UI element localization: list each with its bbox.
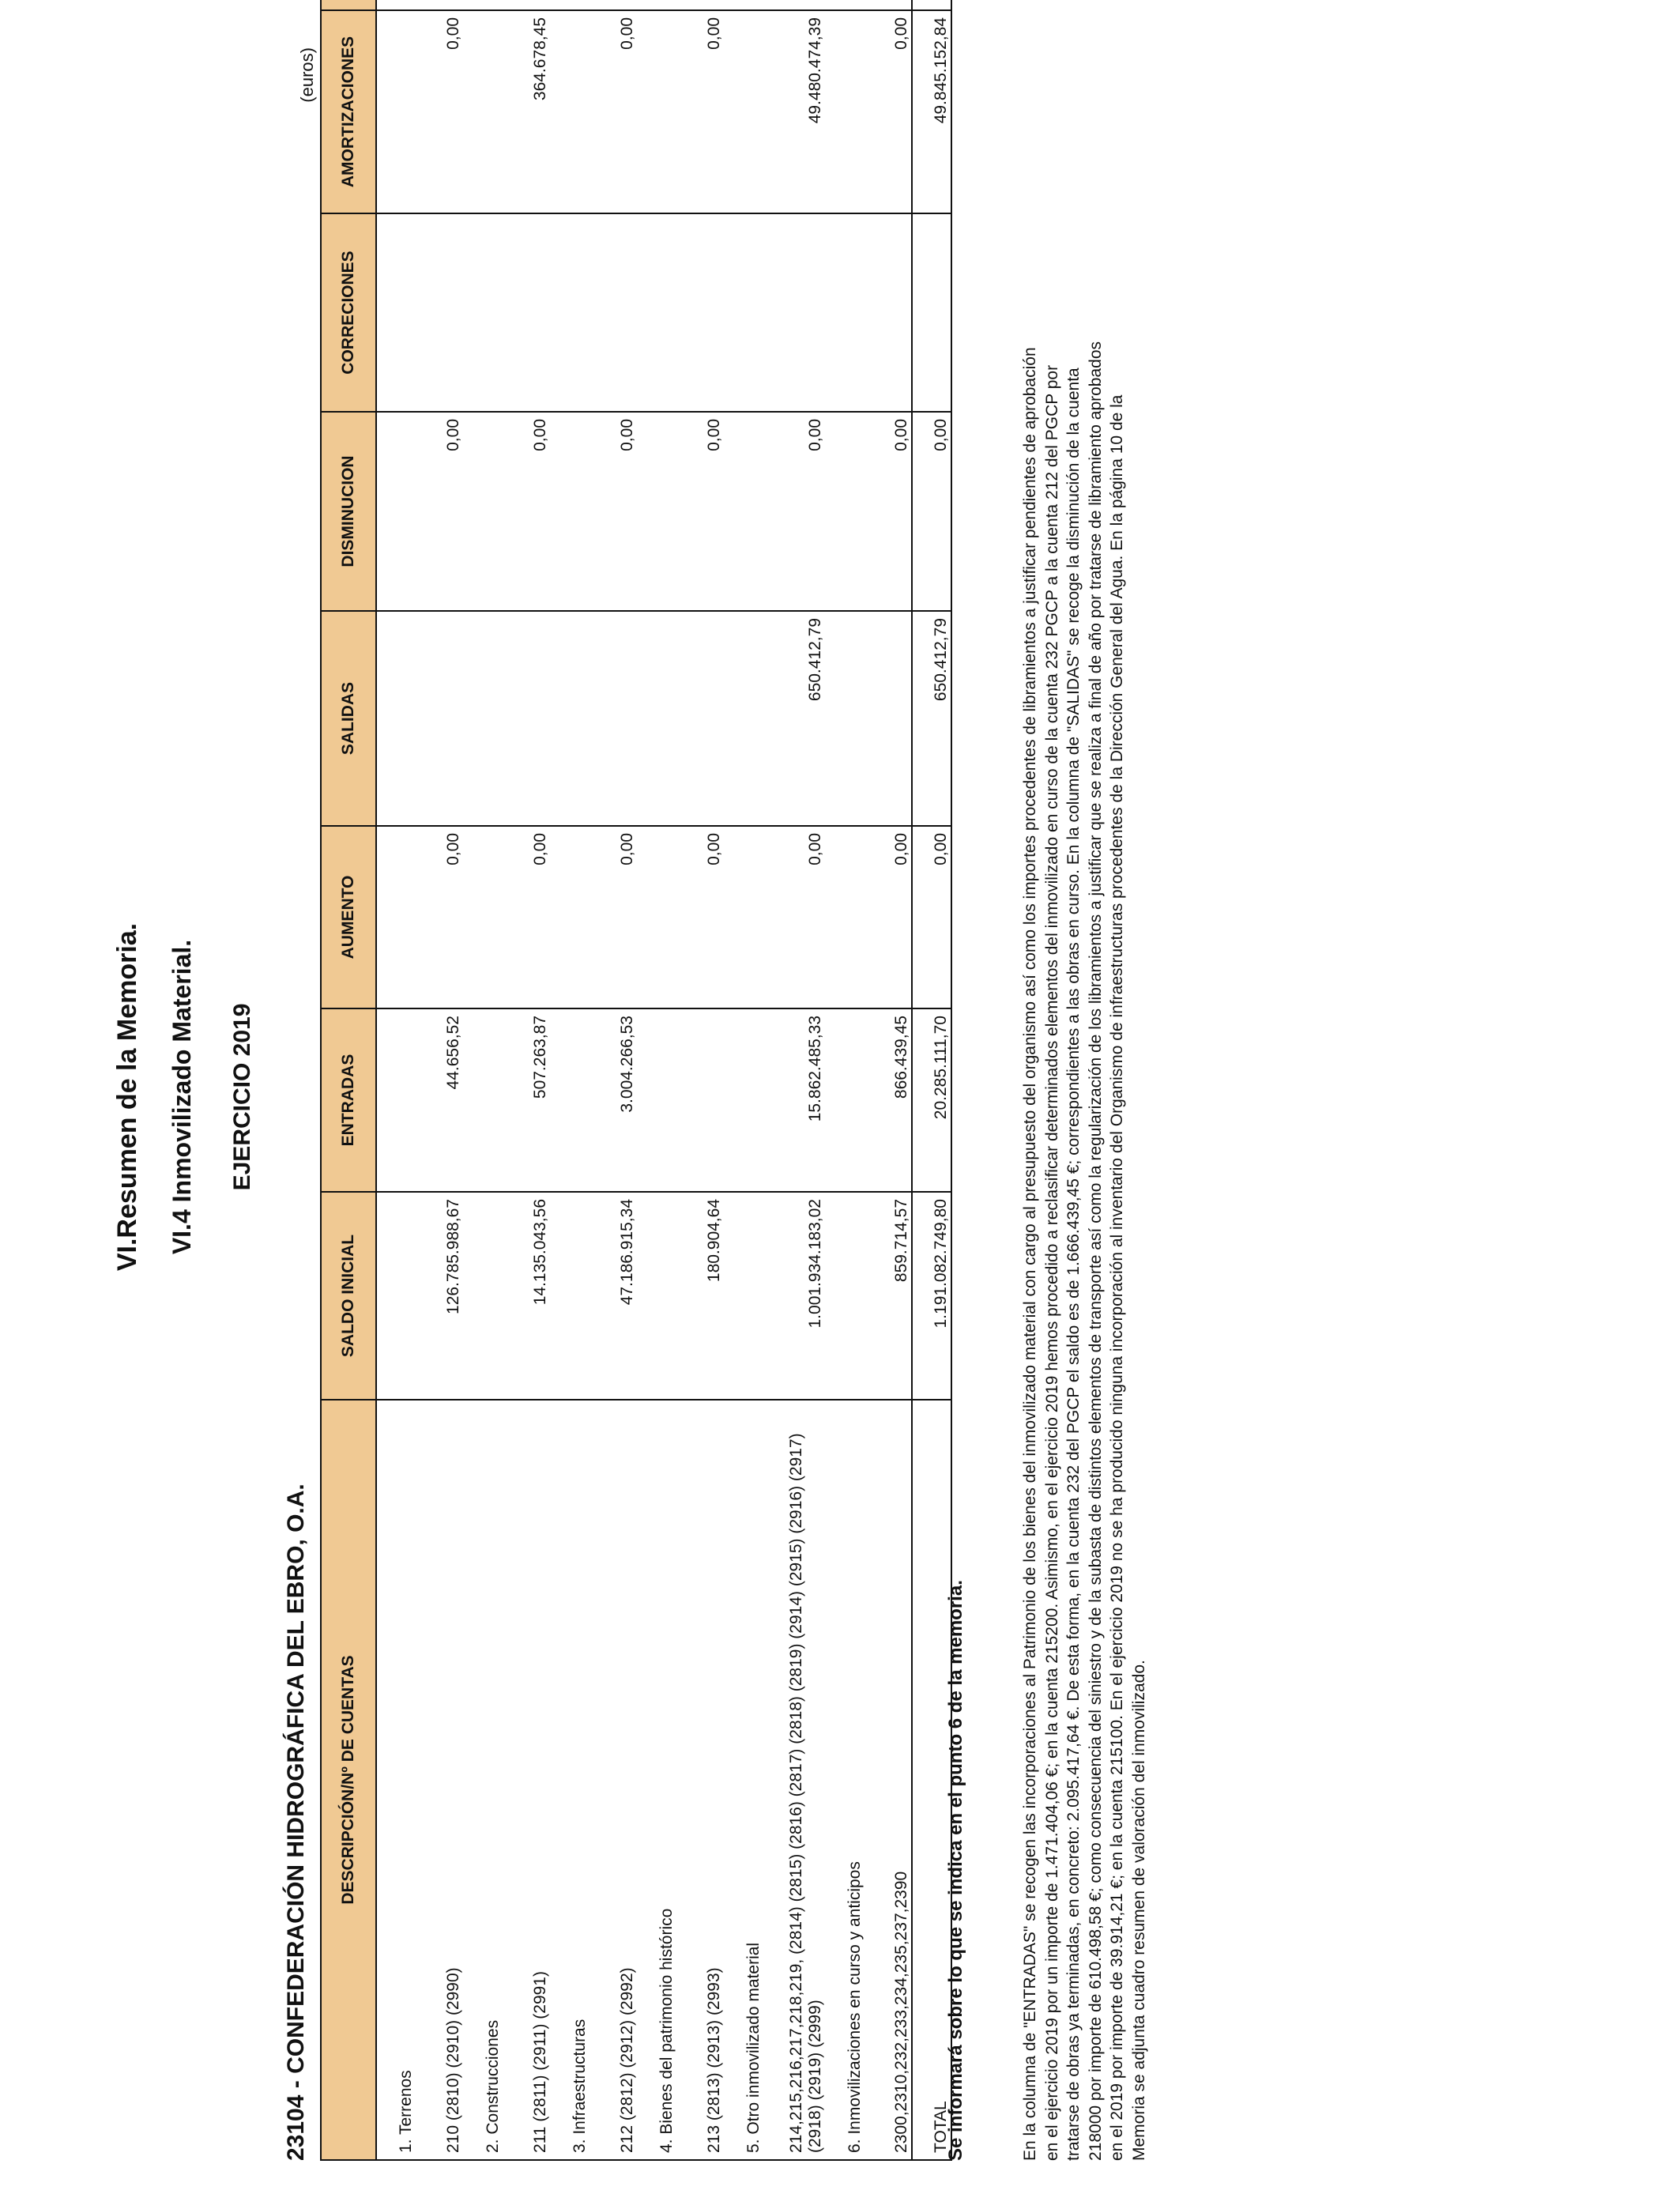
amount-cell: [550, 412, 590, 611]
column-header-2: ENTRADAS: [321, 1008, 376, 1192]
amount-cell: [724, 10, 763, 213]
account-description: 4. Bienes del patrimonio histórico: [637, 1400, 676, 2160]
memoria-reference-note: Se informará sobre lo que se indica en el punto 6 de la memoria.: [945, 1580, 966, 2161]
amount-cell: 49.845.152,84: [912, 10, 951, 213]
table-row: [503, 0, 550, 2160]
amount-cell: 180.904,64: [676, 1192, 724, 1400]
footnote-line: en el 2019 por importe de 39.914,21 €; en la cuenta 215100. En el ejercicio 2019 no se ha producido ninguna incorporación al inventario del Organismo de infraestructuras procedentes de la Dirección General del Agua. En la página 10 de la: [1108, 394, 1126, 2161]
amount-cell: 650.412,79: [763, 611, 825, 826]
explanatory-footnote: [1019, 19, 1150, 2161]
amount-cell: 0,00: [416, 826, 463, 1008]
column-header-1: SALDO INICIAL: [321, 1192, 376, 1400]
table-header: [321, 0, 376, 2160]
amount-cell: 0,00: [676, 10, 724, 213]
amount-cell: [864, 213, 912, 412]
amount-cell: 44.656,52: [416, 1008, 463, 1192]
column-header-3: AUMENTO: [321, 826, 376, 1008]
table-row: [590, 0, 637, 2160]
table-row: [724, 0, 763, 2160]
amount-cell: [637, 826, 676, 1008]
table-row: [416, 0, 463, 2160]
account-description: 212 (2812) (2912) (2992): [590, 1400, 637, 2160]
amount-cell: 0,00: [416, 412, 463, 611]
amount-cell: [763, 0, 825, 10]
account-description: 210 (2810) (2910) (2990): [416, 1400, 463, 2160]
amount-cell: [637, 213, 676, 412]
amount-cell: [376, 1192, 416, 1400]
amount-cell: [376, 1008, 416, 1192]
fiscal-year-heading: EJERCICIO 2019: [229, 1003, 255, 1191]
amount-cell: 859.714,57: [864, 1192, 912, 1400]
column-header-7: AMORTIZACIONES: [321, 10, 376, 213]
amount-cell: 0,00: [503, 826, 550, 1008]
footnote-line: en el ejercicio 2019 por un importe de 1.471.404,06 €; en la cuenta 215200. Asimismo, en el ejercicio 2019 hemos procedido a reclasificar determinados elementos del inmovilizado en curso de la cuenta 232 PGCP a la cuenta 212 del PGCP por: [1042, 364, 1061, 2161]
amount-cell: [416, 213, 463, 412]
amount-cell: [825, 0, 864, 10]
amount-cell: [463, 213, 503, 412]
column-header-8: [321, 0, 376, 10]
fixed-assets-table: [320, 0, 952, 2161]
amount-cell: [676, 0, 724, 10]
account-description: 1. Terrenos: [376, 1400, 416, 2160]
table-row: [864, 0, 912, 2160]
amount-cell: [416, 611, 463, 826]
account-description: 211 (2811) (2911) (2991): [503, 1400, 550, 2160]
amount-cell: [550, 0, 590, 10]
amount-cell: 1.191.082.749,80: [912, 1192, 951, 1400]
amount-cell: [912, 213, 951, 412]
section-title: VI.4 Inmovilizado Material.: [168, 939, 196, 1255]
account-description: 213 (2813) (2913) (2993): [676, 1400, 724, 2160]
amount-cell: [724, 826, 763, 1008]
amount-cell: [676, 1008, 724, 1192]
account-description: 6. Inmovilizaciones en curso y anticipos: [825, 1400, 864, 2160]
table-row: [676, 0, 724, 2160]
amount-cell: [637, 10, 676, 213]
amount-cell: [825, 1008, 864, 1192]
entity-heading: 23104 - CONFEDERACIÓN HIDROGRÁFICA DEL EBRO, O.A.: [283, 1483, 309, 2161]
amount-cell: [503, 611, 550, 826]
table-row: [637, 0, 676, 2160]
amount-cell: [550, 213, 590, 412]
document-title: VI.Resumen de la Memoria.: [112, 922, 142, 1272]
amount-cell: 364.678,45: [503, 10, 550, 213]
column-header-0: DESCRIPCIÓN/Nº DE CUENTAS: [321, 1400, 376, 2160]
amount-cell: [590, 213, 637, 412]
table-header-row: [321, 0, 376, 2160]
amount-cell: [503, 213, 550, 412]
amount-cell: [463, 1008, 503, 1192]
amount-cell: 0,00: [864, 10, 912, 213]
amount-cell: [376, 213, 416, 412]
account-description: TOTAL: [912, 1400, 951, 2160]
amount-cell: [864, 0, 912, 10]
amount-cell: [864, 611, 912, 826]
amount-cell: 0,00: [676, 412, 724, 611]
amount-cell: [724, 412, 763, 611]
amount-cell: [676, 611, 724, 826]
amount-cell: [463, 611, 503, 826]
amount-cell: [637, 0, 676, 10]
amount-cell: [825, 412, 864, 611]
amount-cell: [463, 412, 503, 611]
footnote-line: tratarse de obras ya terminadas, en concreto: 2.095.417,64 €. De esta forma, en la cuenta 232 del PGCP el saldo es de 1.666.439,45 €; correspondientes a las obras en curso. En la columna de "SALIDAS" se recoge la disminución de la cuenta: [1064, 368, 1083, 2161]
amount-cell: [676, 213, 724, 412]
amount-cell: 0,00: [416, 10, 463, 213]
footnote-line: 218000 por importe de 610.498,58 €; como consecuencia del siniestro y de la subasta de distintos elementos de transporte así como la regularización de los libramientos a justificar que se realiza a final de año por tratarse de libramiento aprobados: [1086, 341, 1105, 2161]
column-header-6: CORRECIONES: [321, 213, 376, 412]
amount-cell: [724, 1008, 763, 1192]
table-row: [463, 0, 503, 2160]
amount-cell: [724, 611, 763, 826]
amount-cell: [590, 611, 637, 826]
amount-cell: [637, 412, 676, 611]
amount-cell: [637, 611, 676, 826]
amount-cell: [825, 1192, 864, 1400]
amount-cell: [912, 0, 951, 10]
amount-cell: 650.412,79: [912, 611, 951, 826]
footnote-line: Memoria se adjunta cuadro resumen de valoración del inmovilizado.: [1129, 1660, 1148, 2161]
amount-cell: [550, 611, 590, 826]
account-description: 3. Infraestructuras: [550, 1400, 590, 2160]
amount-cell: [637, 1008, 676, 1192]
amount-cell: [550, 826, 590, 1008]
amount-cell: [416, 0, 463, 10]
amount-cell: [825, 611, 864, 826]
amount-cell: 0,00: [912, 826, 951, 1008]
amount-cell: [590, 0, 637, 10]
amount-cell: 126.785.988,67: [416, 1192, 463, 1400]
currency-unit-label: (euros): [297, 47, 317, 103]
amount-cell: 47.186.915,34: [590, 1192, 637, 1400]
amount-cell: [550, 1192, 590, 1400]
amount-cell: 15.862.485,33: [763, 1008, 825, 1192]
amount-cell: [763, 213, 825, 412]
table-body: [376, 0, 951, 2160]
amount-cell: 14.135.043,56: [503, 1192, 550, 1400]
amount-cell: 507.263,87: [503, 1008, 550, 1192]
amount-cell: [724, 0, 763, 10]
amount-cell: 3.004.266,53: [590, 1008, 637, 1192]
amount-cell: [724, 213, 763, 412]
account-description: 2. Construcciones: [463, 1400, 503, 2160]
amount-cell: 0,00: [763, 826, 825, 1008]
amount-cell: 0,00: [912, 412, 951, 611]
amount-cell: [825, 826, 864, 1008]
amount-cell: [637, 1192, 676, 1400]
amount-cell: [376, 826, 416, 1008]
amount-cell: 0,00: [503, 412, 550, 611]
table-row: [763, 0, 825, 2160]
amount-cell: [376, 0, 416, 10]
amount-cell: [376, 611, 416, 826]
amount-cell: [825, 213, 864, 412]
account-description: 214,215,216,217,218,219, (2814) (2815) (2816) (2817) (2818) (2819) (2914) (2915) (2916) (2917) (2918) (2919) (2999): [763, 1400, 825, 2160]
account-description: 2300,2310,232,233,234,235,237,2390: [864, 1400, 912, 2160]
amount-cell: [463, 1192, 503, 1400]
amount-cell: [550, 1008, 590, 1192]
amount-cell: [503, 0, 550, 10]
amount-cell: 866.439,45: [864, 1008, 912, 1192]
table-row: [825, 0, 864, 2160]
amount-cell: [376, 412, 416, 611]
amount-cell: [376, 10, 416, 213]
amount-cell: [550, 10, 590, 213]
column-header-4: SALIDAS: [321, 611, 376, 826]
amount-cell: [724, 1192, 763, 1400]
footnote-line: En la columna de "ENTRADAS" se recogen las incorporaciones al Patrimonio de los bienes del inmovilizado material con cargo al presupuesto del organismo así como los importes procedentes de libramientos a justificar pendientes de aprobación: [1021, 347, 1039, 2161]
table-row: [550, 0, 590, 2160]
amount-cell: [463, 10, 503, 213]
column-header-5: DISMINUCION: [321, 412, 376, 611]
amount-cell: 49.480.474,39: [763, 10, 825, 213]
amount-cell: 0,00: [590, 412, 637, 611]
amount-cell: 0,00: [864, 412, 912, 611]
account-description: 5. Otro inmovilizado material: [724, 1400, 763, 2160]
amount-cell: [463, 0, 503, 10]
amount-cell: 1.001.934.183,02: [763, 1192, 825, 1400]
amount-cell: 20.285.111,70: [912, 1008, 951, 1192]
amount-cell: 0,00: [590, 10, 637, 213]
amount-cell: [463, 826, 503, 1008]
amount-cell: 0,00: [676, 826, 724, 1008]
amount-cell: 0,00: [763, 412, 825, 611]
amount-cell: 0,00: [590, 826, 637, 1008]
amount-cell: [825, 10, 864, 213]
amount-cell: 0,00: [864, 826, 912, 1008]
table-row: [376, 0, 416, 2160]
